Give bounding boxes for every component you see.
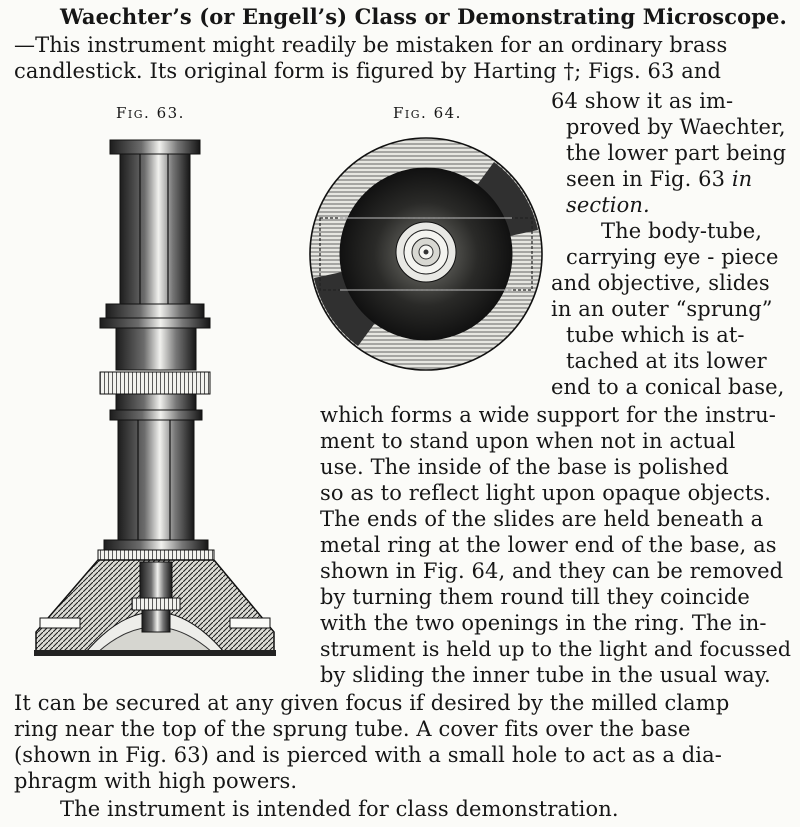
body-line: (shown in Fig. 63) and is pierced with a small hole to act as a dia- bbox=[14, 743, 722, 767]
body-line: proved by Waechter, bbox=[566, 115, 786, 139]
body-line: metal ring at the lower end of the base, as bbox=[320, 533, 777, 557]
body-line: ring near the top of the sprung tube. A cover fits over the base bbox=[14, 717, 691, 741]
body-text: seen in Fig. 63 bbox=[566, 167, 732, 191]
body-line: phragm with high powers. bbox=[14, 769, 298, 793]
body-line: 64 show it as im- bbox=[551, 89, 734, 113]
body-line: in an outer “sprung” bbox=[551, 297, 773, 321]
fig63-caption: Fig. 63. bbox=[116, 104, 185, 122]
fig64-caption: Fig. 64. bbox=[393, 104, 462, 122]
body-line: shown in Fig. 64, and they can be removed bbox=[320, 559, 784, 583]
body-line: section. bbox=[566, 193, 650, 217]
article-title: Waechter’s (or Engell’s) Class or Demonstrating Microscope. bbox=[60, 4, 787, 29]
body-line: end to a conical base, bbox=[551, 375, 785, 399]
body-line: candlestick. Its original form is figured by Harting †; Figs. 63 and bbox=[14, 59, 722, 83]
body-line: by turning them round till they coincide bbox=[320, 585, 750, 609]
body-line: The body-tube, bbox=[601, 219, 763, 243]
body-line: by sliding the inner tube in the usual way. bbox=[320, 663, 771, 687]
italic-text: in bbox=[731, 167, 753, 191]
body-line: carrying eye - piece bbox=[566, 245, 779, 269]
fig63-microscope-illustration bbox=[28, 132, 280, 662]
body-line: the lower part being bbox=[566, 141, 787, 165]
body-line: so as to reflect light upon opaque objects. bbox=[320, 481, 772, 505]
body-line bbox=[566, 166, 752, 192]
body-line: ment to stand upon when not in actual bbox=[320, 429, 736, 453]
body-line: —This instrument might readily be mistaken for an ordinary brass bbox=[14, 33, 728, 57]
body-line: It can be secured at any given focus if desired by the milled clamp bbox=[14, 691, 730, 715]
body-line: The ends of the slides are held beneath a bbox=[320, 507, 764, 531]
body-line: and objective, slides bbox=[551, 271, 770, 295]
body-line: tached at its lower bbox=[566, 349, 767, 373]
body-line: strument is held up to the light and focussed bbox=[320, 637, 792, 661]
body-line: with the two openings in the ring. The in- bbox=[320, 611, 767, 635]
body-line: tube which is at- bbox=[566, 323, 745, 347]
body-line: use. The inside of the base is polished bbox=[320, 455, 729, 479]
fig64-base-ring-illustration bbox=[306, 134, 546, 374]
body-line: The instrument is intended for class demonstration. bbox=[60, 797, 619, 821]
body-line: which forms a wide support for the instru- bbox=[320, 403, 776, 427]
